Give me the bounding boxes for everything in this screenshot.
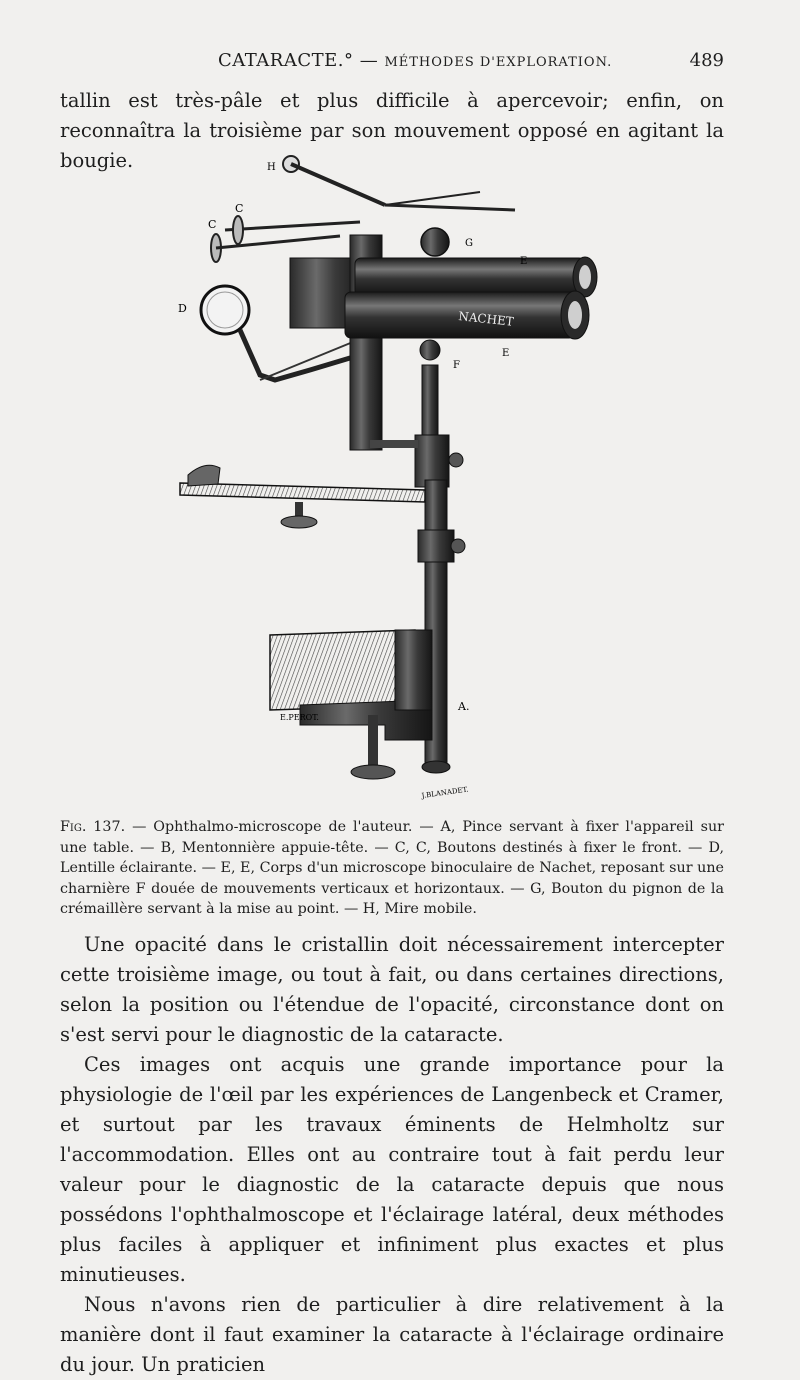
engraver-signature-right: J.BLANADET. [421, 785, 469, 800]
table-clamp [270, 630, 450, 779]
paragraph: Une opacité dans le cristallin doit nécessairement intercepter cette troisième image, ou tout à fait, ou dans certaines directions, selon la position ou l'étendue de l'opacité, circonstance dont on s'est servi pour le diagnostic de la cataracte. [60, 933, 724, 1046]
label-h: H [267, 162, 276, 173]
running-title: CATARACTE.° — MÉTHODES D'EXPLORATION. [218, 50, 613, 71]
running-header [60, 50, 724, 76]
label-d: D [178, 302, 187, 315]
page-number: 489 [689, 50, 724, 71]
label-g: G [465, 238, 473, 249]
label-c-lower: C [208, 218, 217, 231]
binocular-tubes [345, 257, 597, 339]
engraving-illustration [160, 150, 620, 805]
label-a: A. [458, 700, 470, 713]
tube-inscription: NACHET [457, 309, 515, 329]
top-paragraph: tallin est très-pâle et plus difficile à apercevoir; enfin, on reconnaîtra la troisième par son mouvement opposé en agitant la bougie. [60, 89, 724, 172]
paragraph: Nous n'avons rien de particulier à dire relativement à la manière dont il faut examiner la cataracte à l'éclairage ordinaire du jour. Un praticien [60, 1293, 724, 1376]
label-e-upper: E [520, 256, 528, 267]
label-e-lower: E [502, 348, 510, 359]
caption-text: — Ophthalmo-microscope de l'auteur. — A, Pince servant à fixer l'appareil sur une table. — B, Mentonnière appuie-tête. — C, C, Boutons destinés à fixer le front. — D, Lentille éclairante. — E, E, Corps d'un microscope binoculaire de Nachet, reposant sur une charnière F douée de mouvements verticaux et horizontaux. — G, Bouton du pignon de la crémaillère servant à la mise au point. — H, Mire mobile. [60, 819, 725, 917]
label-c-upper: C [235, 202, 244, 215]
label-f: F [453, 360, 460, 371]
chin-rest-arm [180, 483, 425, 502]
engraver-signature-left: E.PEROT. [280, 713, 319, 722]
figure-number: Fig. 137. [60, 819, 126, 835]
paragraph: Ces images ont acquis une grande importance pour la physiologie de l'œil par les expériences de Langenbeck et Cramer, et surtout par les travaux éminents de Helmholtz sur l'accommodation. Elles ont au contraire tout à fait perdu leur valeur pour le diagnostic de la cataracte depuis que nous possédons l'ophthalmoscope et l'éclairage latéral, deux méthodes plus faciles à appliquer et infiniment plus exactes et plus minutieuses. [60, 1053, 724, 1286]
figure-ophthalmo-microscope [160, 150, 620, 805]
figure-caption [60, 817, 724, 920]
illuminating-lens [201, 286, 249, 334]
body-text [60, 930, 724, 1380]
focus-knob [421, 228, 449, 256]
